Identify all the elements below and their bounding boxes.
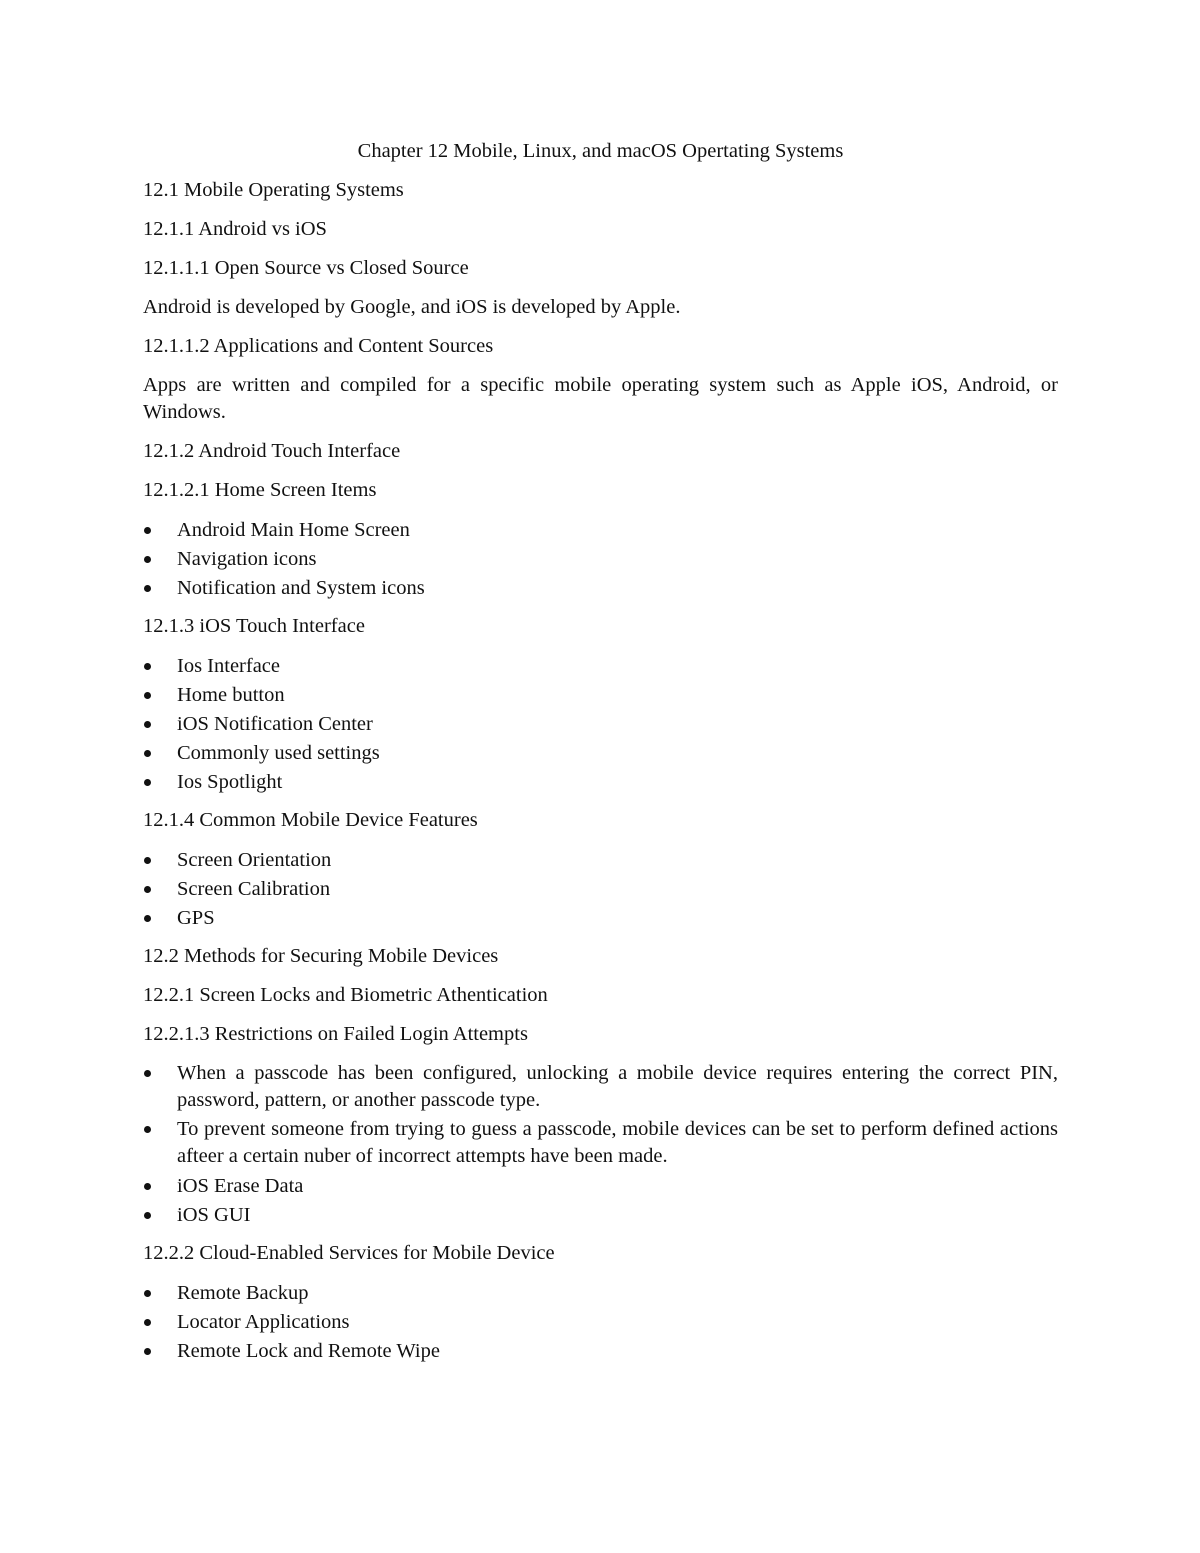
subsection-heading: 12.2.1 Screen Locks and Biometric Athentication <box>143 984 548 1006</box>
list-item: Screen Orientation <box>143 846 1058 875</box>
subsubsection-heading: 12.1.1.2 Applications and Content Sources <box>143 335 494 357</box>
bullet-icon <box>144 915 151 922</box>
bullet-icon <box>144 750 151 757</box>
bullet-icon <box>144 1183 151 1190</box>
bullet-icon <box>144 857 151 864</box>
home-screen-list <box>143 516 1058 603</box>
bullet-icon <box>144 1070 151 1077</box>
list-item: iOS GUI <box>143 1201 1058 1230</box>
bullet-icon <box>144 585 151 592</box>
paragraph-open-source: Android is developed by Google, and iOS is developed by Apple. <box>143 296 681 318</box>
bullet-icon <box>144 692 151 699</box>
features-list <box>143 846 1058 933</box>
list-item: When a passcode has been configured, unlocking a mobile device requires entering the correct PIN, password, pattern, or another passcode type. <box>143 1060 1058 1114</box>
list-item: Android Main Home Screen <box>143 516 1058 545</box>
chapter-title: Chapter 12 Mobile, Linux, and macOS Opertating Systems <box>357 140 844 162</box>
subsection-heading: 12.1.3 iOS Touch Interface <box>143 615 365 637</box>
bullet-icon <box>144 1319 151 1326</box>
list-item: Navigation icons <box>143 545 1058 574</box>
list-item: iOS Erase Data <box>143 1172 1058 1201</box>
bullet-icon <box>144 1126 151 1133</box>
list-item: To prevent someone from trying to guess a passcode, mobile devices can be set to perform defined actions afteer a certain nuber of incorrect attempts have been made. <box>143 1116 1058 1170</box>
bullet-icon <box>144 721 151 728</box>
bullet-icon <box>144 556 151 563</box>
subsubsection-heading: 12.1.1.1 Open Source vs Closed Source <box>143 257 469 279</box>
bullet-icon <box>144 886 151 893</box>
bullet-icon <box>144 779 151 786</box>
list-item: Home button <box>143 681 1058 710</box>
list-item: Commonly used settings <box>143 739 1058 768</box>
bullet-icon <box>144 1290 151 1297</box>
subsection-heading: 12.1.4 Common Mobile Device Features <box>143 809 478 831</box>
bullet-icon <box>144 1212 151 1219</box>
list-item: Remote Backup <box>143 1279 1058 1308</box>
list-item: Screen Calibration <box>143 875 1058 904</box>
list-item: Ios Interface <box>143 652 1058 681</box>
bullet-icon <box>144 663 151 670</box>
document-page <box>143 138 1058 1376</box>
list-item: Notification and System icons <box>143 574 1058 603</box>
login-restrictions-list <box>143 1060 1058 1230</box>
list-item: Remote Lock and Remote Wipe <box>143 1337 1058 1366</box>
ios-interface-list <box>143 652 1058 797</box>
subsection-heading: 12.1.2 Android Touch Interface <box>143 440 401 462</box>
subsubsection-heading: 12.2.1.3 Restrictions on Failed Login Attempts <box>143 1023 528 1045</box>
list-item: Locator Applications <box>143 1308 1058 1337</box>
cloud-services-list <box>143 1279 1058 1366</box>
bullet-icon <box>144 527 151 534</box>
list-item: iOS Notification Center <box>143 710 1058 739</box>
bullet-icon <box>144 1348 151 1355</box>
paragraph-apps: Apps are written and compiled for a specific mobile operating system such as Apple iOS, Android, or Windows. <box>143 374 1058 423</box>
subsection-heading: 12.2.2 Cloud-Enabled Services for Mobile Device <box>143 1242 555 1264</box>
section-heading: 12.2 Methods for Securing Mobile Devices <box>143 945 499 967</box>
section-heading: 12.1 Mobile Operating Systems <box>143 179 404 201</box>
subsubsection-heading: 12.1.2.1 Home Screen Items <box>143 479 377 501</box>
list-item: GPS <box>143 904 1058 933</box>
list-item: Ios Spotlight <box>143 768 1058 797</box>
subsection-heading: 12.1.1 Android vs iOS <box>143 218 327 240</box>
